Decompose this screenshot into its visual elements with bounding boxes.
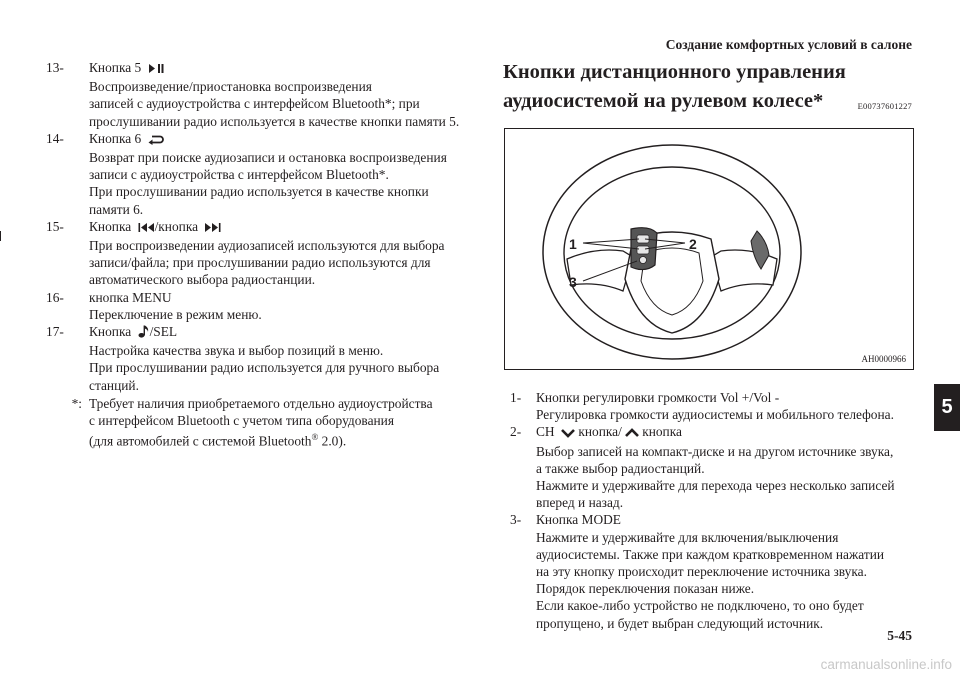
watermark: carmanualsonline.info: [820, 657, 952, 672]
play-pause-icon: [148, 61, 164, 78]
steering-wheel-figure: [504, 128, 914, 370]
skip-previous-icon: [138, 220, 155, 237]
chevron-up-icon: [625, 425, 639, 442]
list-item-14: 14- Кнопка 6 Возврат при поиске аудиозаписи и остановка воспроизведения записи с аудиоустройства с интерфейсом Bluetooth*. При прослушивании радио используется в качестве кнопки памяти 6.: [46, 130, 447, 217]
right-column: [510, 389, 920, 632]
steering-wheel-illustration: [505, 129, 913, 369]
registered-mark: ®: [311, 432, 319, 443]
list-item-16: 16- кнопка MENU Переключение в режим меню.: [46, 289, 262, 322]
callout-2: 2: [689, 236, 697, 252]
footnote: *: Требует наличия приобретаемого отдельно аудиоустройства с интерфейсом Bluetooth с учетом типа оборудования (для автомобилей с системой Bluetooth® 2.0).: [71, 395, 433, 449]
page-number: 5-45: [887, 628, 912, 643]
figure-code: AH0000966: [861, 354, 906, 364]
section-title: Кнопки дистанционного управления аудиосистемой на рулевом колесе*: [503, 61, 846, 112]
legend-item-3: 3- Кнопка MODE Нажмите и удерживайте для включения/выключения аудиосистемы. Также при каждом кратковременном нажатии на эту кнопку происходит переключение источника звука. Порядок переключения показан ниже. Если какое-либо устройство не подключено, то оно будет пропущено, и будет выбран следующий источник.: [510, 512, 885, 631]
return-icon: [148, 132, 164, 149]
legend-item-2: 2- CH кнопка/ кнопка Выбор записей на компакт-диске и на другом источнике звука, а также выбор радиостанций. Нажмите и удерживайте для перехода через несколько записей вперед и назад.: [510, 424, 895, 511]
list-item-13: 13- Кнопка 5 Воспроизведение/приостановка воспроизведения записей с аудиоустройства с интерфейсом Bluetooth*; при прослушивании радио используется в качестве кнопки памяти 5.: [46, 60, 460, 129]
legend-item-1: 1- Кнопки регулировки громкости Vol +/Vol - Регулировка громкости аудиосистемы и мобильного телефона.: [510, 390, 894, 423]
list-item-17: 17- Кнопка /SEL Настройка качества звука и выбор позиций в меню. При прослушивании радио используется для ручного выбора станций.: [46, 324, 440, 393]
callout-1: 1: [569, 236, 577, 252]
music-note-icon: [138, 325, 150, 342]
left-column: [46, 59, 476, 450]
running-header: Создание комфортных условий в салоне: [665, 37, 912, 52]
chevron-down-icon: [561, 425, 575, 442]
chapter-tab: 5: [934, 384, 960, 431]
callout-3: 3: [569, 274, 577, 290]
section-code: E00737601227: [857, 101, 912, 111]
list-item-15: 15- Кнопка /кнопка При воспроизведении аудиозаписей используются для выбора записи/файла; при прослушивании радио используются для автоматического выбора радиостанции.: [46, 218, 445, 288]
margin-mark: [0, 231, 1, 241]
skip-next-icon: [204, 220, 221, 237]
